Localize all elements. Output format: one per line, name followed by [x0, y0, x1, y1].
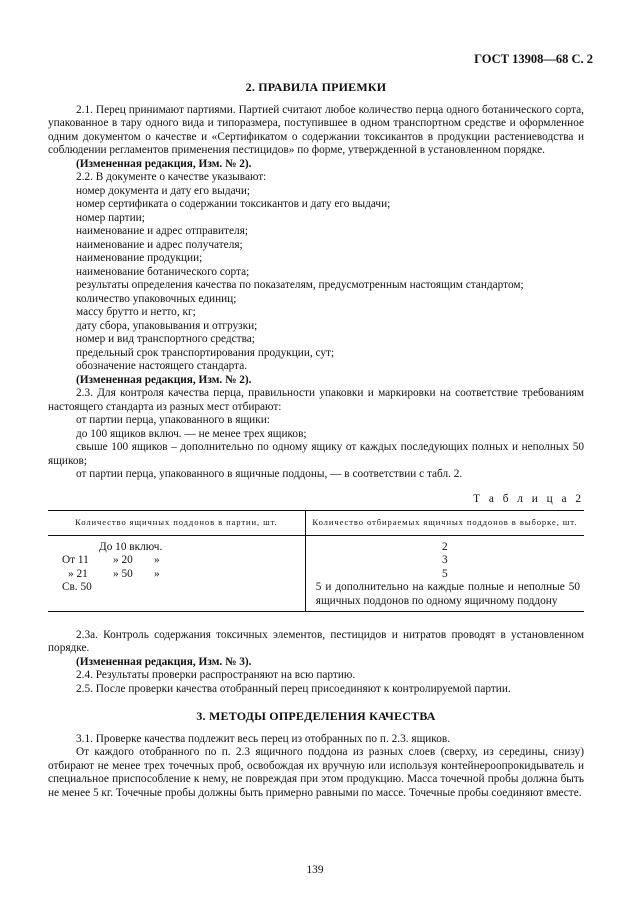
- list-item: наименование и адрес получателя;: [76, 238, 243, 251]
- list-item: наименование ботанического сорта;: [76, 265, 250, 278]
- page-content: [48, 81, 584, 800]
- lot-size-range-2-unit: »: [154, 554, 160, 566]
- list-item: номер документа и дату его выдачи;: [76, 184, 250, 197]
- paragraph-2-3-d: от партии перца, упакованного в ящичные поддоны, — в соответствии с табл. 2.: [76, 468, 463, 480]
- sample-size-1: 2: [442, 540, 448, 553]
- table-cell-sample-size: [305, 535, 584, 611]
- list-item: количество упаковочных единиц;: [76, 292, 237, 305]
- page-number: 139: [306, 864, 324, 876]
- lot-size-range-3-to: » 50: [113, 567, 133, 580]
- lot-size-range-4: Св. 50: [62, 581, 92, 593]
- table-header-pallets-in-lot: Количество ящичных поддонов в партии, шт.: [48, 511, 305, 536]
- table-row: [48, 535, 584, 611]
- lot-size-range-3-from: » 21: [68, 567, 88, 580]
- paragraph-2-3-b: до 100 ящиков включ. — не менее трех ящиков;: [76, 427, 307, 440]
- amendment-note-3: (Измененная редакция, Изм. № 3).: [76, 655, 252, 668]
- sample-size-3: 5: [442, 567, 448, 580]
- list-item: номер сертификата о содержании токсикантов и дату его выдачи;: [76, 198, 391, 210]
- list-item: дату сбора, упаковывания и отгрузки;: [76, 319, 258, 332]
- paragraph-3-1: 3.1. Проверке качества подлежит весь перец из отобранных по п. 2.3. ящиков.: [76, 732, 451, 745]
- section-2-title: 2. ПРАВИЛА ПРИЕМКИ: [245, 80, 387, 94]
- lot-size-range-1: До 10 включ.: [99, 540, 163, 553]
- list-item: предельный срок транспортирования продукции, сут;: [76, 346, 335, 359]
- paragraph-2-5: 2.5. После проверки качества отобранный перец присоединяют к контролируемой партии.: [76, 682, 511, 695]
- list-item: наименование и адрес отправителя;: [76, 225, 248, 237]
- lot-size-range-2-to: » 20: [113, 554, 133, 566]
- paragraph-2-3-c: свыше 100 ящиков – дополнительно по одному ящику от каждых последующих полных и неполных 50 ящиков;: [48, 441, 584, 467]
- amendment-note-1: (Измененная редакция, Изм. № 2).: [76, 157, 252, 170]
- table-caption: Т а б л и ц а 2: [473, 492, 584, 505]
- section-3-title: 3. МЕТОДЫ ОПРЕДЕЛЕНИЯ КАЧЕСТВА: [196, 709, 436, 723]
- paragraph-2-1: 2.1. Перец принимают партиями. Партией считают любое количество перца одного ботанического сорта, упакованное в тару одного вида и типоразмера, поступившее в одном транспортном средстве и оформленное одним документом о качестве и «Сертификатом о содержании токсикантов в продукции растениеводства и соблюдении регламентов применения пестицидов» по форме, утвержденной в установленном порядке.: [48, 103, 584, 156]
- paragraph-2-4: 2.4. Результаты проверки распространяют на всю партию.: [76, 669, 356, 681]
- paragraph-3-1-b: От каждого отобранного по п. 2.3 ящичного поддона из разных слоев (сверху, из середины, снизу) отбирают не менее трех точечных проб, освобождая их вручную или используя контейнероопрокидыватель и специальное приспособление к нему, не повреждая при этом продукцию. Масса точечной пробы должна быть не менее 5 кг. Точечные пробы должны быть примерно равными по массе. Точечные пробы соединяют вместе.: [48, 746, 584, 799]
- paragraph-2-3a: 2.3а. Контроль содержания токсичных элементов, пестицидов и нитратов проводят в установленном порядке.: [48, 628, 584, 654]
- table-header-row: [48, 511, 584, 536]
- list-item: результаты определения качества по показателям, предусмотренным настоящим стандартом;: [76, 279, 524, 291]
- list-item: номер партии;: [76, 211, 145, 224]
- lot-size-range-2-from: От 11: [62, 554, 89, 566]
- list-item: наименование продукции;: [76, 252, 203, 264]
- paragraph-2-2: 2.2. В документе о качестве указывают:: [76, 171, 267, 183]
- quality-document-list: [48, 185, 584, 374]
- list-item: обозначение настоящего стандарта.: [76, 360, 248, 372]
- amendment-note-2: (Измененная редакция, Изм. № 2).: [76, 373, 252, 386]
- table-header-pallets-sampled: Количество отбираемых ящичных поддонов в выборке, шт.: [305, 511, 584, 536]
- paragraph-2-3: 2.3. Для контроля качества перца, правильности упаковки и маркировки на соответствие требованиям настоящего стандарта из разных мест отбирают:: [48, 387, 584, 413]
- sampling-table: [48, 510, 584, 612]
- paragraph-2-3-a: от партии перца, упакованного в ящики:: [76, 414, 270, 426]
- lot-size-range-3-unit: »: [154, 567, 160, 580]
- list-item: номер и вид транспортного средства;: [76, 333, 255, 345]
- sample-size-4: 5 и дополнительно на каждые полные и неполные 50 ящичных поддонов по одному ящичному поддону: [315, 581, 580, 607]
- list-item: массу брутто и нетто, кг;: [76, 306, 196, 318]
- sample-size-2: 3: [442, 554, 448, 566]
- document-header: ГОСТ 13908—68 С. 2: [474, 52, 593, 66]
- table-cell-lot-size: [48, 535, 305, 611]
